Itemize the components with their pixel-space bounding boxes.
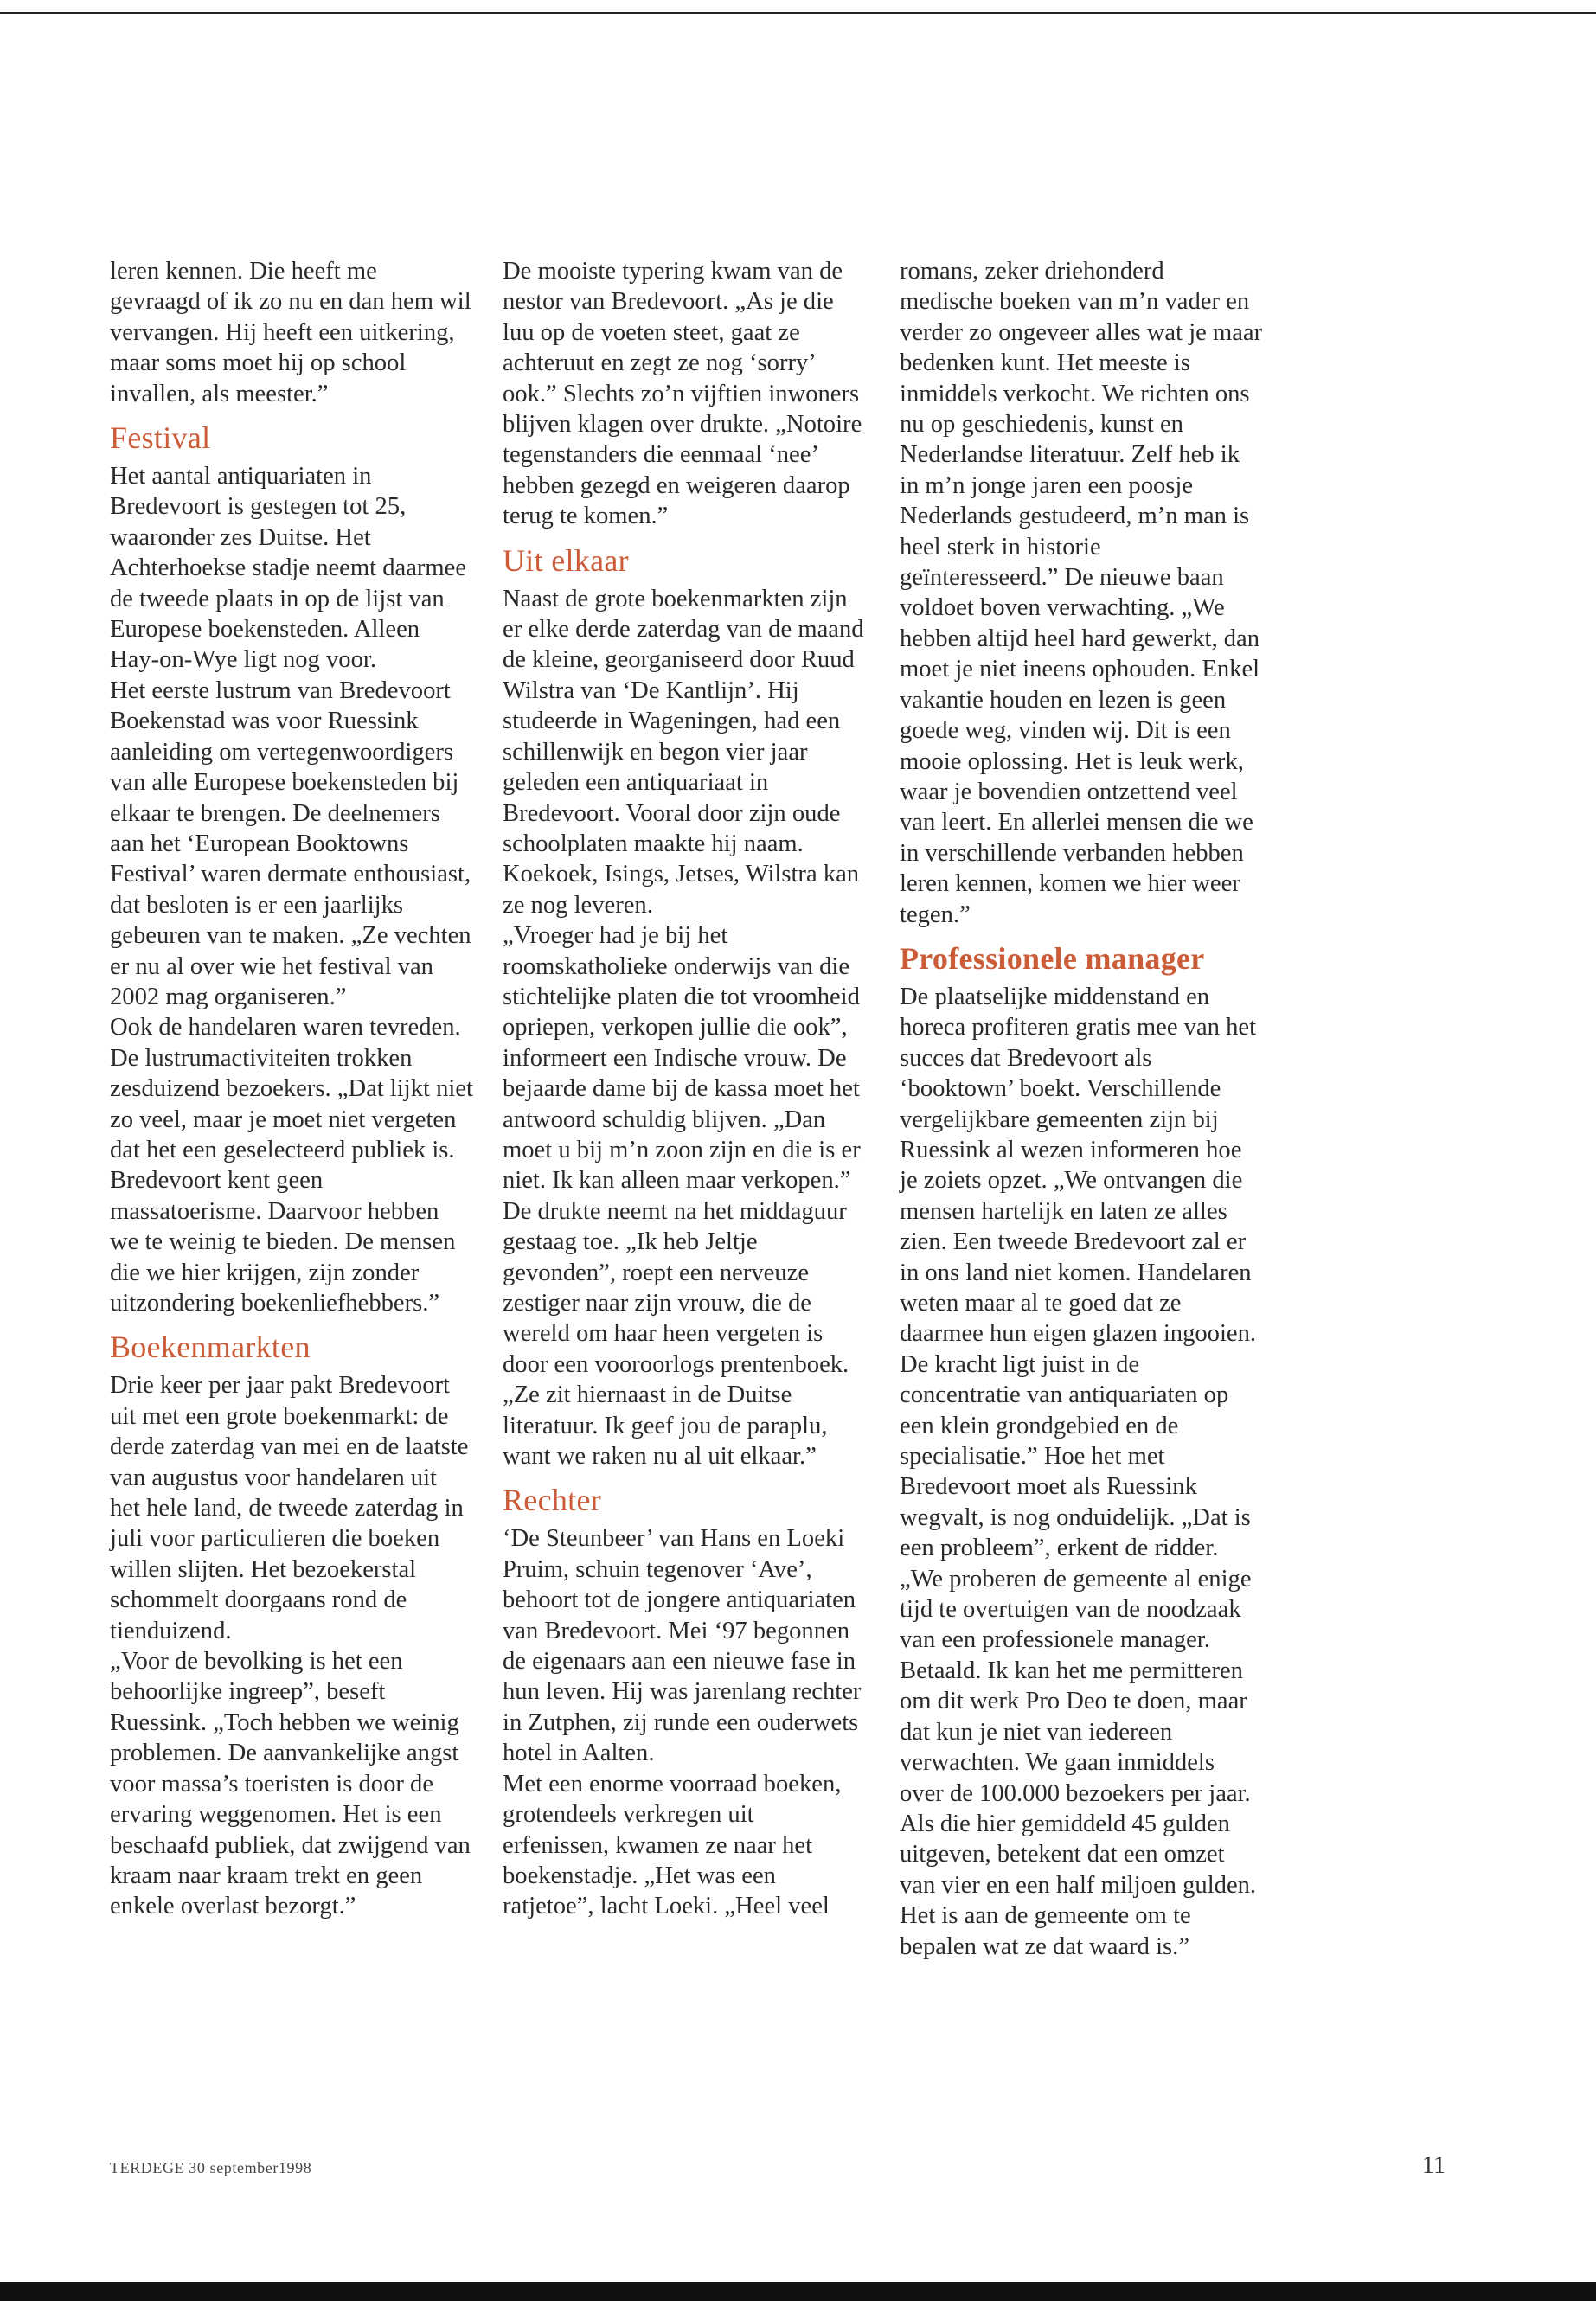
section-heading-uit-elkaar: Uit elkaar [503, 542, 629, 578]
bottom-scan-edge [0, 2282, 1596, 2301]
paragraph: Het eerste lustrum van Bredevoort Boekenstad was voor Ruessink aanleiding om vertegenwoordigers van alle Europese boekensteden bij elkaar te brengen. De deelnemers aan het ‘European Booktowns Festival’ waren dermate enthousiast, dat besloten is er een jaarlijks gebeuren van te maken. „Ze vechten er nu al over wie het festival van 2002 mag organiseren.” [110, 676, 471, 1010]
text-column-1 [110, 256, 473, 1922]
page-number: 11 [1422, 2152, 1445, 2179]
paragraph: Drie keer per jaar pakt Bredevoort uit met een grote boekenmarkt: de derde zaterdag van mei en de laatste van augustus voor handelaren uit het hele land, de tweede zaterdag in juli voor particulieren die boeken willen slijten. Het bezoekerstal schommelt doorgaans rond de tienduizend. [110, 1372, 469, 1644]
paragraph: romans, zeker driehonderd medische boeken van m’n vader en verder zo ongeveer alles wat je maar bedenken kunt. Het meeste is inmiddels verkocht. We richten ons nu op geschiedenis, kunst en Nederlandse literatuur. Zelf heb ik in m’n jonge jaren een poosje Nederlands gestudeerd, m’n man is heel sterk in historie geïnteresseerd.” De nieuwe baan voldoet boven verwachting. „We hebben altijd heel hard gewerkt, dan moet je niet ineens ophouden. Enkel vakantie houden en lezen is geen goede weg, vinden wij. Dit is een mooie oplossing. Het is leuk werk, waar je bovendien ontzettend veel van leert. En allerlei mensen die we in verschillende verbanden hebben leren kennen, komen we hier weer tegen.” [900, 258, 1263, 928]
section-heading-boekenmarkten: Boekenmarkten [110, 1330, 311, 1365]
section-heading-rechter: Rechter [503, 1483, 602, 1518]
paragraph: leren kennen. Die heeft me gevraagd of ik zo nu en dan hem wil vervangen. Hij heeft een uitkering, maar soms moet hij op school invallen, als meester.” [110, 258, 471, 407]
paragraph: De drukte neemt na het middaguur gestaag toe. „Ik heb Jeltje gevonden”, roept een nerveuze zestiger naar zijn vrouw, die de wereld om haar heen vergeten is door een vooroorlogs prentenboek. „Ze zit hiernaast in de Duitse literatuur. Ik geef jou de paraplu, want we raken nu al uit elkaar.” [503, 1197, 849, 1471]
text-column-2 [503, 256, 866, 1922]
paragraph: ‘De Steunbeer’ van Hans en Loeki Pruim, schuin tegenover ‘Ave’, behoort tot de jongere antiquariaten van Bredevoort. Mei ‘97 begonnen de eigenaars aan een nieuwe fase in hun leven. Hij was jarenlang rechter in Zutphen, zij runde een ouderwets hotel in Aalten. [503, 1525, 862, 1767]
section-heading-festival: Festival [110, 420, 211, 456]
paragraph: Ook de handelaren waren tevreden. De lustrumactiviteiten trokken zesduizend bezoekers. „Dat lijkt niet zo veel, maar je moet niet vergeten dat het een geselecteerd publiek is. Bredevoort kent geen massatoerisme. Daarvoor hebben we te weinig te bieden. De mensen die we hier krijgen, zijn zonder uitzondering boekenliefhebbers.” [110, 1014, 473, 1317]
paragraph: Met een enorme voorraad boeken, grotendeels verkregen uit erfenissen, kwamen ze naar het boekenstadje. „Het was een ratjetoe”, lacht Loeki. „Heel veel [503, 1770, 842, 1920]
footer-publication: TERDEGE 30 september1998 [110, 2159, 312, 2176]
text-column-3 [900, 256, 1263, 1962]
top-rule [0, 12, 1596, 14]
paragraph: „Voor de bevolking is het een behoorlijke ingreep”, beseft Ruessink. „Toch hebben we weinig problemen. De aanvankelijke angst voor massa’s toeristen is door de ervaring weggenomen. Het is een beschaafd publiek, dat zwijgend van kraam naar kraam trekt en geen enkele overlast bezorgt.” [110, 1648, 471, 1920]
section-heading-professionele-manager: Professionele manager [900, 940, 1205, 976]
paragraph: Naast de grote boekenmarkten zijn er elke derde zaterdag van de maand de kleine, georganiseerd door Ruud Wilstra van ‘De Kantlijn’. Hij studeerde in Wageningen, had een schillenwijk en begon vier jaar geleden een antiquariaat in Bredevoort. Vooral door zijn oude schoolplaten maakte hij naam. Koekoek, Isings, Jetses, Wilstra kan ze nog leveren. [503, 585, 864, 919]
paragraph: Het aantal antiquariaten in Bredevoort is gestegen tot 25, waaronder zes Duitse. Het Achterhoekse stadje neemt daarmee de tweede plaats in op de lijst van Europese boekensteden. Alleen Hay-on-Wye ligt nog voor. [110, 463, 467, 674]
paragraph: De plaatselijke middenstand en horeca profiteren gratis mee van het succes dat Bredevoort als ‘booktown’ boekt. Verschillende vergelijkbare gemeenten zijn bij Ruessink al wezen informeren hoe je zoiets opzet. „We ontvangen die mensen hartelijk en laten ze alles zien. Een tweede Bredevoort zal er in ons land niet komen. Handelaren weten maar al te goed dat ze daarmee hun eigen glazen ingooien. De kracht ligt juist in de concentratie van antiquariaten op een klein grondgebied en de specialisatie.” Hoe het met Bredevoort moet als Ruessink wegvalt, is nog onduidelijk. „Dat is een probleem”, erkent de ridder. „We proberen de gemeente al enige tijd te overtuigen van de noodzaak van een professionele manager. Betaald. Ik kan het me permitteren om dit werk Pro Deo te doen, maar dat kun je niet van iedereen verwachten. We gaan inmiddels over de 100.000 bezoekers per jaar. Als die hier gemiddeld 45 gulden uitgeven, betekent dat een omzet van vier en een half miljoen gulden. Het is aan de gemeente om te bepalen wat ze dat waard is.” [900, 983, 1257, 1960]
paragraph: De mooiste typering kwam van de nestor van Bredevoort. „As je die luu op de voeten steet, gaat ze achteruut en zegt ze nog ‘sorry’ ook.” Slechts zo’n vijftien inwoners blijven klagen over drukte. „Notoire tegenstanders die eenmaal ‘nee’ hebben gezegd en weigeren daarop terug te komen.” [503, 258, 862, 530]
paragraph: „Vroeger had je bij het roomskatholieke onderwijs van die stichtelijke platen die tot vroomheid opriepen, verkopen jullie die ook”, informeert een Indische vrouw. De bejaarde dame bij de kassa moet het antwoord schuldig blijven. „Dan moet u bij m’n zoon zijn en die is er niet. Ik kan alleen maar verkopen.” [503, 922, 861, 1195]
